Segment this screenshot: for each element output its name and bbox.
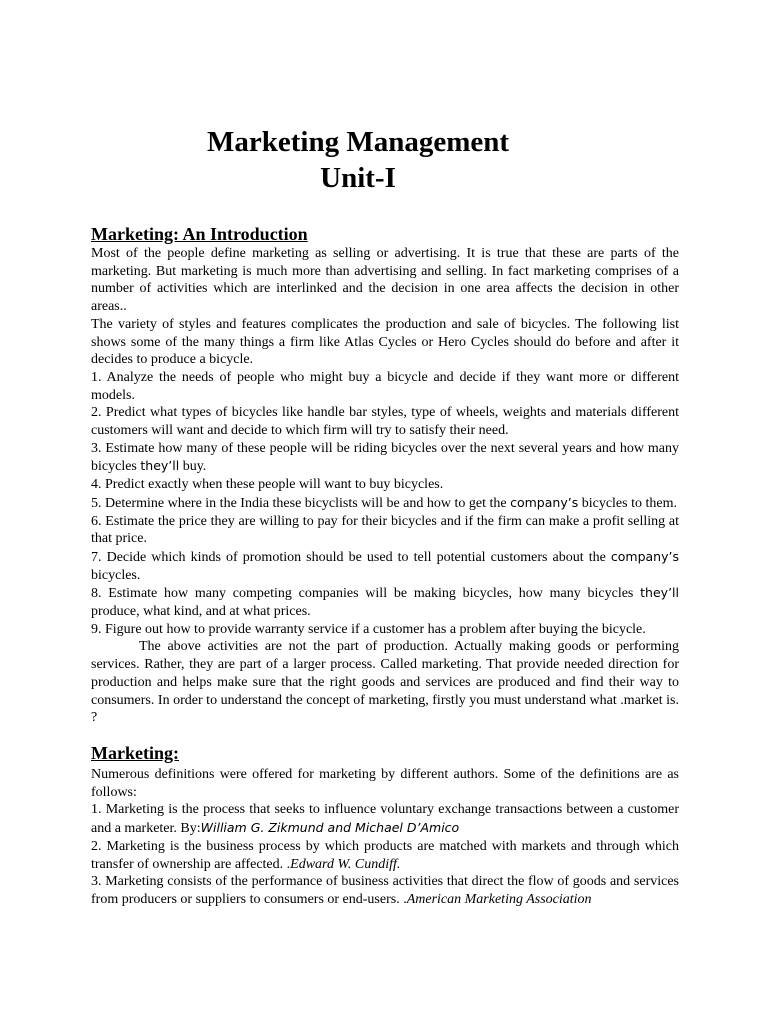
intro-section bbox=[91, 245, 679, 727]
definition-2-citation: Edward W. Cundiff. bbox=[290, 856, 401, 872]
intro-heading: Marketing: An Introduction bbox=[91, 224, 308, 244]
list-item-8: 8. Estimate how many competing companies will be making bicycles, how many bicycles they’ll produce, what kind, and at what prices. bbox=[91, 585, 679, 620]
title-line-2: Unit-I bbox=[320, 162, 396, 194]
definitions-heading: Marketing: bbox=[91, 743, 179, 763]
list-item-5: 5. Determine where in the India these bicyclists will be and how to get the company’s bicycles to them. bbox=[91, 494, 677, 511]
list-item-9: 9. Figure out how to provide warranty service if a customer has a problem after buying the bicycle. bbox=[91, 621, 646, 637]
definition-3: 3. Marketing consists of the performance of business activities that direct the flow of goods and services from producers or suppliers to consumers or end-users. .American Marketing Association bbox=[91, 874, 679, 907]
list-item-2: 2. Predict what types of bicycles like handle bar styles, type of wheels, weights and materials different customers will want and decide to which firm will try to satisfy their need. bbox=[91, 405, 679, 439]
list-item-4: 4. Predict exactly when these people will want to buy bicycles. bbox=[91, 477, 444, 493]
definitions-intro: Numerous definitions were offered for marketing by different authors. Some of the definitions are as follows: bbox=[91, 767, 679, 800]
document-title bbox=[91, 124, 625, 196]
definition-1-citation: William G. Zikmund and Michael D’Amico bbox=[200, 820, 460, 836]
definition-1: 1. Marketing is the process that seeks to influence voluntary exchange transactions between a customer and a marketer. By:William G. Zikmund and Michael D’Amico bbox=[91, 802, 679, 837]
title-line-1: Marketing Management bbox=[206, 126, 510, 158]
list-item-1: 1. Analyze the needs of people who might buy a bicycle and decide if they want more or different models. bbox=[91, 369, 679, 403]
definition-3-citation: American Marketing Association bbox=[406, 891, 592, 907]
intro-paragraph-1: Most of the people define marketing as selling or advertising. It is true that these are parts of the marketing. But marketing is much more than advertising and selling. In fact marketing comprises of a number of activities which are interlinked and the decision in one area affects the decision in other areas.. bbox=[91, 246, 679, 315]
list-item-7: 7. Decide which kinds of promotion should be used to tell potential customers about the company’s bicycles. bbox=[91, 548, 679, 583]
definitions-section bbox=[91, 742, 679, 909]
list-item-6: 6. Estimate the price they are willing to pay for their bicycles and if the firm can make a profit selling at that price. bbox=[91, 513, 679, 547]
definition-2: 2. Marketing is the business process by which products are matched with markets and through which transfer of ownership are affected. .Edward W. Cundiff. bbox=[91, 838, 679, 872]
intro-paragraph-2: The variety of styles and features complicates the production and sale of bicycles. The following list shows some of the many things a firm like Atlas Cycles or Hero Cycles should do before and after it decides to produce a bicycle. bbox=[91, 316, 679, 368]
intro-paragraph-3: The above activities are not the part of production. Actually making goods or performing services. Rather, they are part of a larger process. Called marketing. That provide needed direction for production and helps make sure that the right goods and services are produced and find their way to consumers. In order to understand the concept of marketing, firstly you must understand what .market is. ? bbox=[91, 639, 679, 726]
list-item-3: 3. Estimate how many of these people will be riding bicycles over the next several years and how many bicycles they’ll buy. bbox=[91, 440, 679, 475]
